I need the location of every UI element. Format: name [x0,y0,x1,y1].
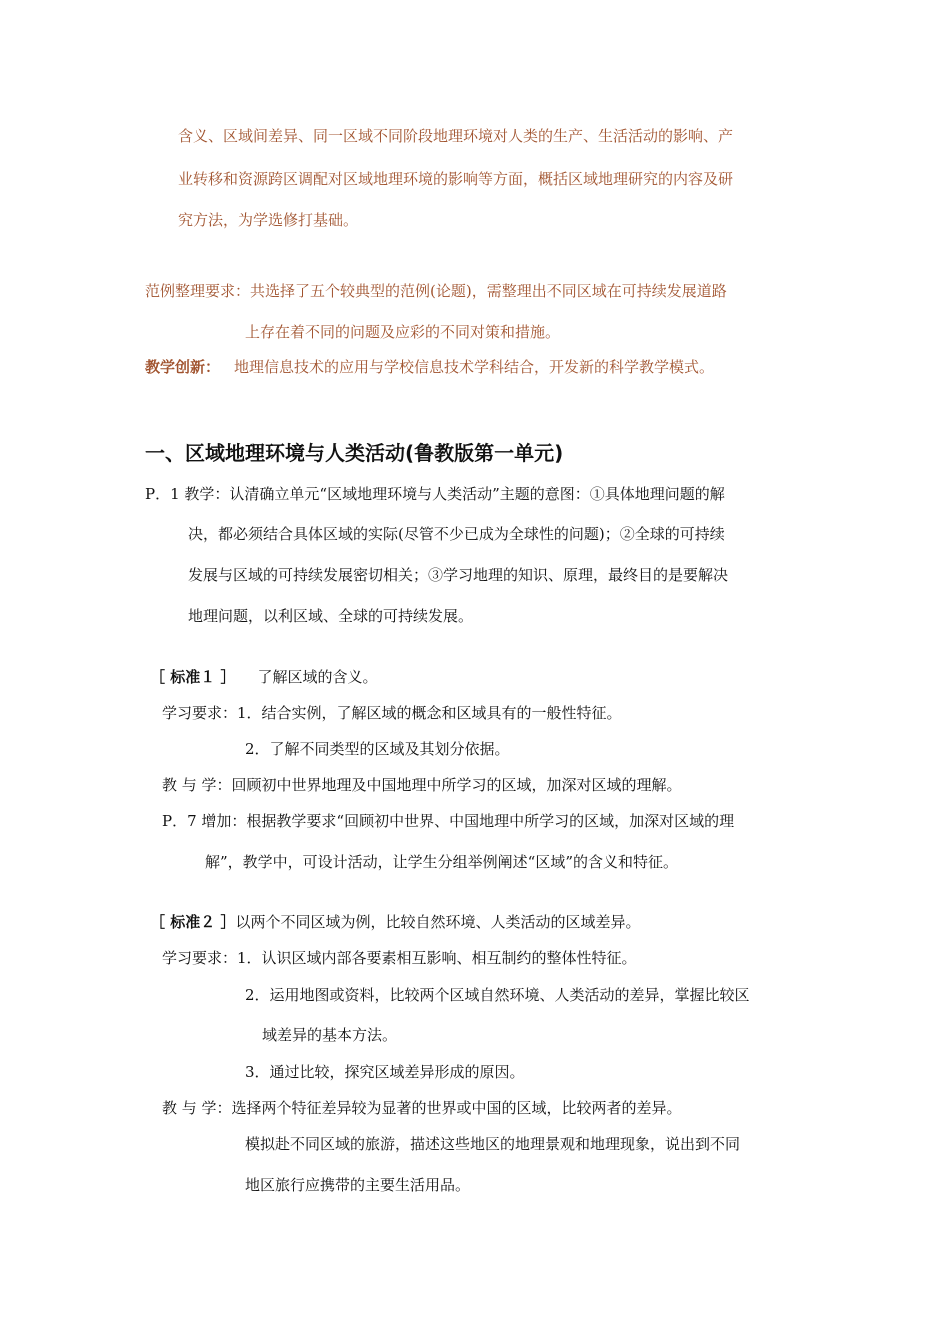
standard2-header [150,912,640,932]
p1-line-1 [145,484,725,504]
standard1-title: 了解区域的含义。 [257,668,378,686]
standard2-title: 以两个不同区域为例，比较自然环境、人类活动的区域差异。 [235,913,641,931]
standard2-req-2b: 域差异的基本方法。 [262,1026,398,1044]
standard2-req-label: 学习要求： [162,949,238,967]
standard1-header [150,667,377,687]
example-requirement-text-1: 共选择了五个较典型的范例(论题)，需整理出不同区域在可持续发展道路 [250,282,727,300]
innovation-label: 教学创新： [145,358,221,376]
example-requirement-line-1 [145,281,727,301]
p1-line-4: 地理问题，以利区域、全球的可持续发展。 [188,607,474,625]
standard2-req-3: 3．通过比较，探究区域差异形成的原因。 [245,1063,525,1081]
intro-line-1: 含义、区域间差异、同一区域不同阶段地理环境对人类的生产、生活活动的影响、产 [178,127,734,145]
standard1-teach-line [162,775,682,795]
standard1-req-label: 学习要求： [162,704,238,722]
intro-line-3: 究方法，为学选修打基础。 [178,211,359,229]
standard2-req-line-1 [162,948,637,968]
standard2-teach-2b: 地区旅行应携带的主要生活用品。 [245,1176,471,1194]
standard2-teach-label: 教 与 学： [162,1099,232,1117]
intro-line-2: 业转移和资源跨区调配对区域地理环境的影响等方面，概括区域地理研究的内容及研 [178,170,734,188]
standard2-teach-1: 选择两个特征差异较为显著的世界或中国的区域，比较两者的差异。 [231,1099,682,1117]
standard2-tag: ［ 标准２ ］ [150,913,236,931]
standard1-teach: 回顾初中世界地理及中国地理中所学习的区域，加深对区域的理解。 [231,776,682,794]
innovation-line [145,357,714,377]
standard1-add-text-1: 根据教学要求“回顾初中世界、中国地理中所学习的区域，加深对区域的理 [246,812,735,830]
standard2-req-2a: 2．运用地图或资料，比较两个区域自然环境、人类活动的差异，掌握比较区 [245,986,750,1004]
standard2-teach-2a: 模拟赴不同区域的旅游，描述这些地区的地理景观和地理现象，说出到不同 [245,1135,741,1153]
standard2-req-1: 1．认识区域内部各要素相互影响、相互制约的整体性特征。 [237,949,637,967]
standard1-add-prefix: P．7 增加： [162,812,247,830]
standard1-add-line-1 [162,811,734,831]
standard1-req-1: 1．结合实例，了解区域的概念和区域具有的一般性特征。 [237,704,622,722]
standard1-tag: ［ 标准１ ］ [150,668,236,686]
standard1-req-line-1 [162,703,622,723]
p1-line-2: 决，都必须结合具体区域的实际(尽管不少已成为全球性的问题)；②全球的可持续 [188,525,725,543]
innovation-text: 地理信息技术的应用与学校信息技术学科结合，开发新的科学教学模式。 [234,358,715,376]
example-requirement-label: 范例整理要求： [145,282,251,300]
p1-prefix: P．1 教学： [145,485,230,503]
p1-text-1: 认清确立单元“区域地理环境与人类活动”主题的意图：①具体地理问题的解 [229,485,725,503]
standard1-teach-label: 教 与 学： [162,776,232,794]
standard2-teach-line [162,1098,682,1118]
p1-line-3: 发展与区域的可持续发展密切相关；③学习地理的知识、原理，最终目的是要解决 [188,566,729,584]
standard1-req-2: 2．了解不同类型的区域及其划分依据。 [245,740,510,758]
standard1-add-line-2: 解”，教学中，可设计活动，让学生分组举例阐述“区域”的含义和特征。 [205,853,679,871]
section-title: 一、区域地理环境与人类活动(鲁教版第一单元) [145,441,564,465]
example-requirement-line-2: 上存在着不同的问题及应彩的不同对策和措施。 [245,323,561,341]
